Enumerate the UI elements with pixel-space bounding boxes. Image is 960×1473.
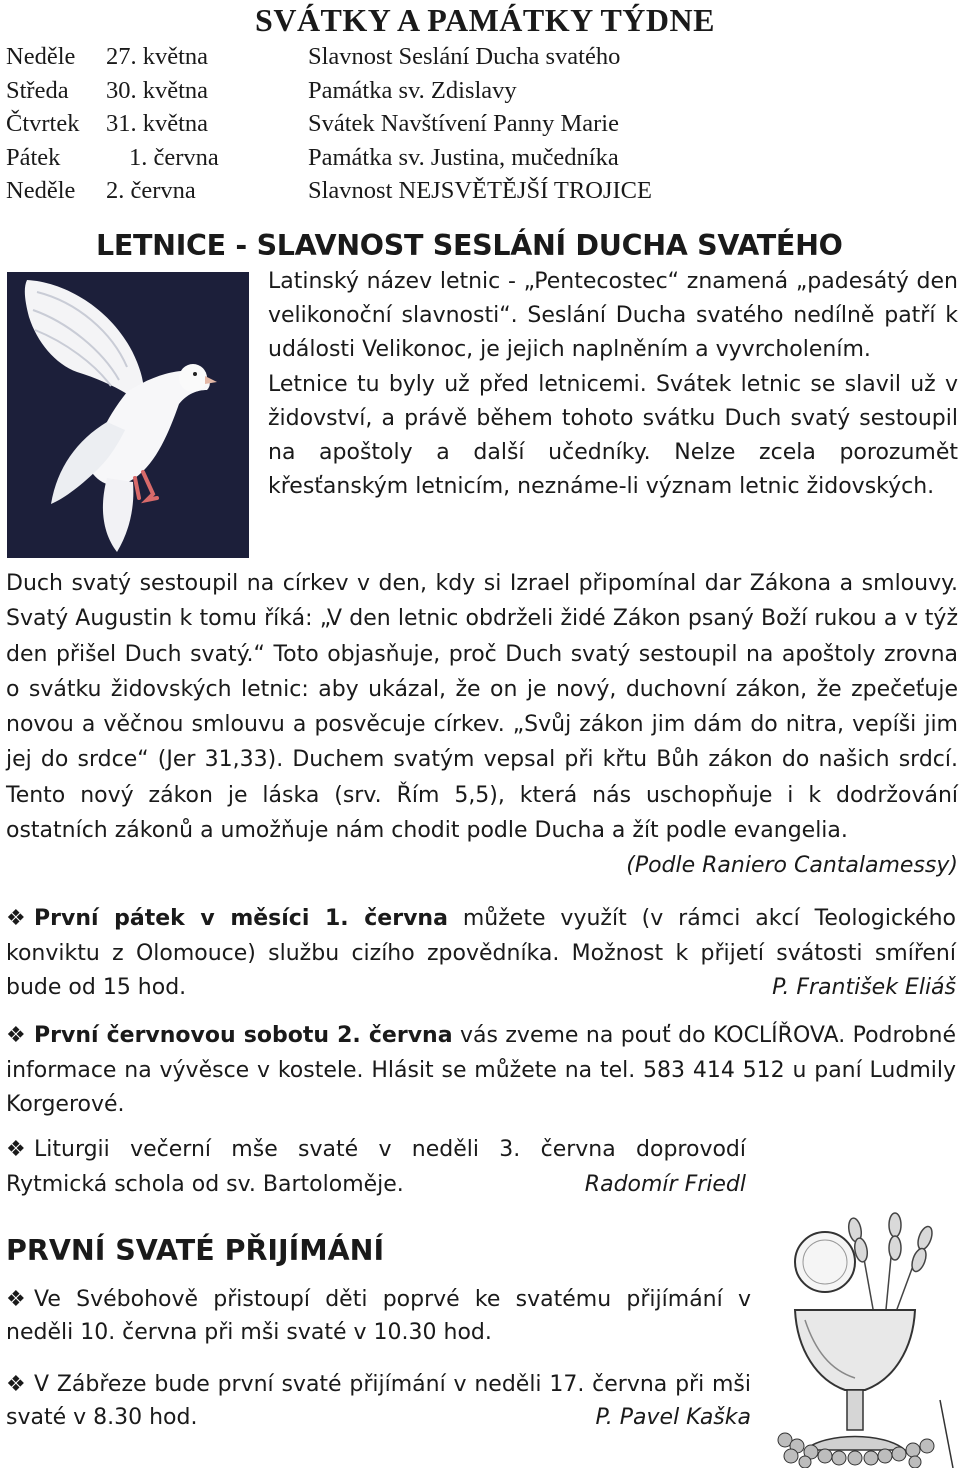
schedule-date: 31. května (106, 110, 209, 138)
diamond-bullet-icon: ❖ (6, 1287, 26, 1312)
schedule-day: Středa (6, 76, 69, 104)
schedule-date: 1. června (129, 143, 219, 171)
dove-icon (7, 272, 249, 558)
schedule-day: Neděle (6, 177, 76, 205)
schedule-day: Čtvrtek (6, 110, 80, 138)
announcement-bold: První červnovou sobotu 2. června (34, 1023, 453, 1048)
first-communion-heading: PRVNÍ SVATÉ PŘIJÍMÁNÍ (6, 1234, 385, 1267)
schedule-feast: Slavnost Seslání Ducha svatého (308, 43, 621, 70)
schedule-feast: Památka sv. Justina, mučedníka (308, 143, 619, 171)
diamond-bullet-icon: ❖ (6, 1372, 26, 1397)
communion-item (6, 1283, 751, 1349)
announcement-text: Liturgii večerní mše svaté v neděli 3. června doprovodí Rytmická schola od sv. Bartoloměje. (6, 1137, 746, 1197)
communion-text: V Zábřeze bude první svaté přijímání v neděli 17. června při mši svaté v 8.30 hod. (6, 1372, 751, 1430)
schedule-row (6, 141, 652, 175)
pentecost-paragraph (6, 566, 958, 879)
schedule-title: SVÁTKY A PAMÁTKY TÝDNE (255, 2, 715, 38)
schedule-row (6, 40, 652, 74)
schedule-row (6, 107, 652, 141)
pentecost-main-text (6, 566, 958, 884)
pentecost-heading: LETNICE - SLAVNOST SESLÁNÍ DUCHA SVATÉHO (96, 229, 843, 262)
announcement (6, 902, 956, 1006)
diamond-bullet-icon: ❖ (6, 906, 26, 931)
schedule-feast: Památka sv. Zdislavy (308, 76, 517, 104)
schedule-day: Neděle (6, 43, 76, 70)
diamond-bullet-icon: ❖ (6, 1137, 26, 1162)
schedule-date: 30. května (106, 76, 209, 104)
announcement (6, 1133, 746, 1202)
schedule-row (6, 174, 652, 208)
announcement (6, 1019, 956, 1123)
announcement-bold: První pátek v měsíci 1. června (34, 906, 448, 931)
announcement-text: můžete využít (v rámci akcí Teologického konviktu z Olomouce) službu cizího zpovědníka. Možnost k přijetí svátosti smíření bude od 15 hod. (6, 906, 956, 1000)
pentecost-paragraph: Latinský název letnic - „Pentecostec“ znamená „padesátý den velikonoční slavnosti“. Seslání Ducha svatého nedílně patří k události Velikonoc, je jejich naplněním a vyvrcholením. (268, 269, 958, 363)
pentecost-paragraph: Letnice tu byly už před letnicemi. Svátek letnic se slavil už v židovství, a právě během tohoto svátku Duch svatý sestoupil na apoštoly a další učedníky. Nelze zcela porozumět křesťanským letnicím, neznáme-li význam letnic židovských. (268, 371, 958, 500)
diamond-bullet-icon: ❖ (6, 1023, 26, 1048)
pentecost-side-text (268, 265, 958, 504)
dove-image (7, 272, 249, 558)
communion-item (6, 1368, 751, 1434)
citation: (Podle Raniero Cantalamessy) (626, 853, 958, 879)
chalice-icon (765, 1200, 960, 1468)
schedule-list (6, 40, 652, 208)
schedule-feast: Slavnost NEJSVĚTĚJŠÍ TROJICE (308, 177, 652, 205)
schedule-day: Pátek (6, 143, 61, 171)
announcement-signature: P. František Eliáš (772, 975, 956, 1000)
pentecost-main-body: Duch svatý sestoupil na církev v den, kdy si Izrael připomínal dar Zákona a smlouvy. Svatý Augustin k tomu říká: „V den letnic obdrželi židé Zákon psaný Boží rukou a v týž den přišel Duch svatý.“ Toto objasňuje, proč Duch svatý sestoupil na apoštoly zrovna o svátku židovských letnic: aby ukázal, že on je nový, duchovní zákon, že zpečeťuje novou a věčnou smlouvu a posvěcuje církev. „Svůj zákon jim dám do nitra, vepíši jim jej do srdce“ (Jer 31,33). Duchem svatým vepsal při křtu Bůh zákon do našich srdcí. Tento nový zákon je láska (srv. Řím 5,5), která nás uschopňuje i k dodržování ostatních zákonů a umožňuje nám chodit podle Ducha a žít podle evangelia. (6, 571, 958, 844)
schedule-date: 27. května (106, 43, 209, 70)
schedule-row (6, 74, 652, 108)
announcement-text: vás zveme na pouť do KOCLÍŘOVA. Podrobné informace na vývěsce v kostele. Hlásit se můžete na tel. 583 414 512 u paní Ludmily Korgerové. (6, 1023, 956, 1117)
schedule-date: 2. června (106, 177, 196, 205)
announcement-signature: Radomír Friedl (584, 1171, 746, 1197)
chalice-image (765, 1200, 960, 1468)
communion-signature: P. Pavel Kaška (595, 1405, 751, 1430)
communion-text: Ve Svébohově přistoupí děti poprvé ke svatému přijímání v neděli 10. června při mši svaté v 10.30 hod. (6, 1287, 751, 1345)
schedule-feast: Svátek Navštívení Panny Marie (308, 110, 619, 138)
